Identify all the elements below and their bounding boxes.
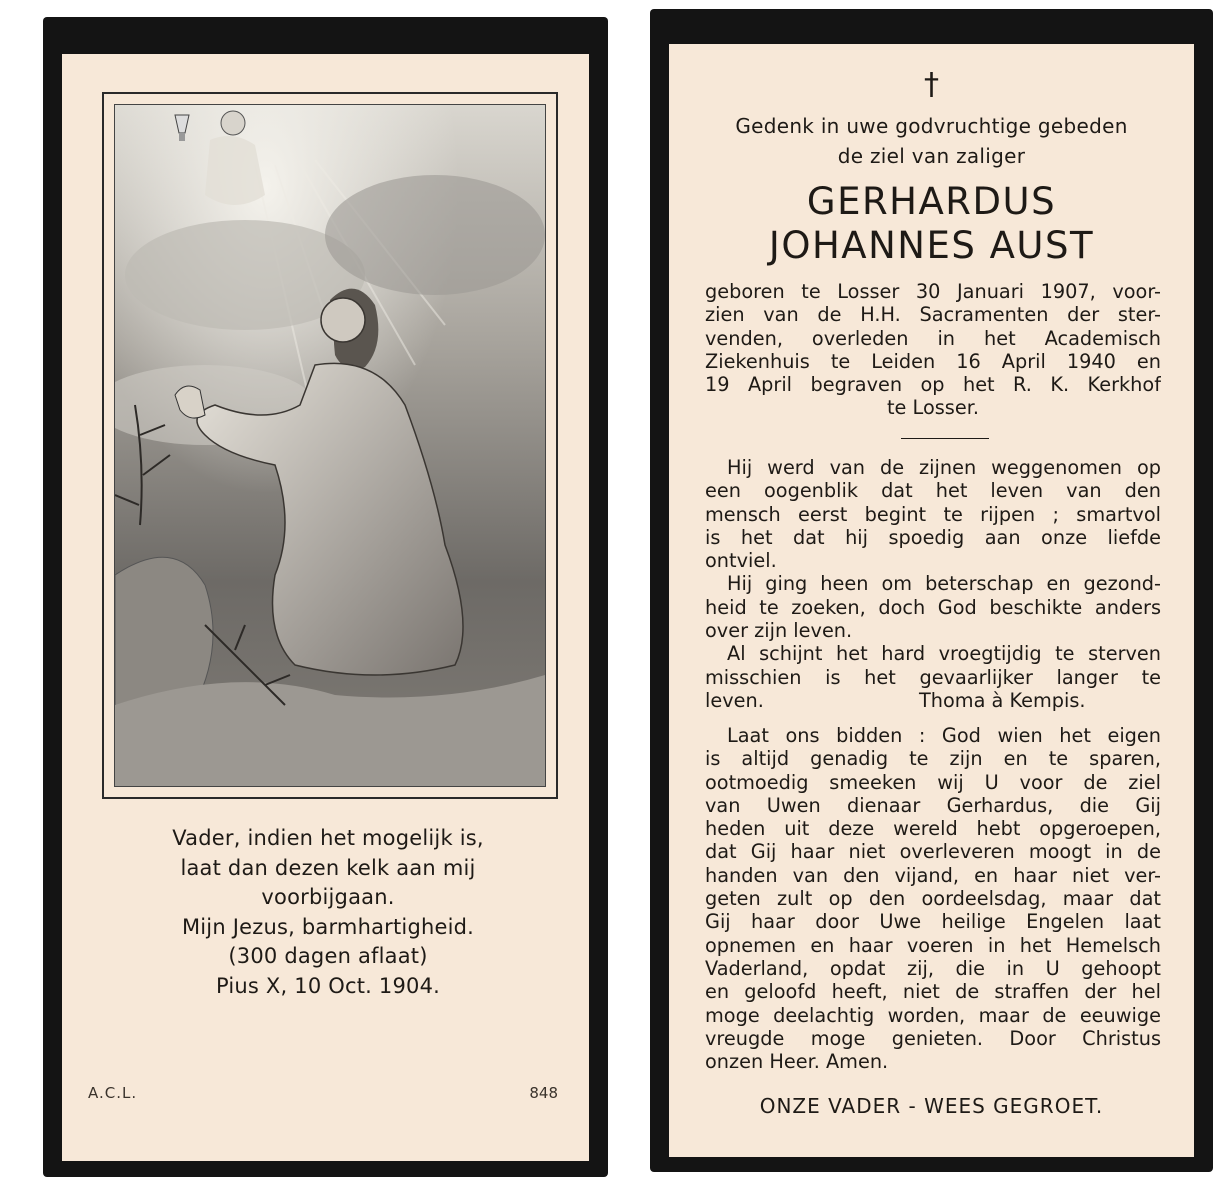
bio-line: venden, overleden in het Academisch (705, 326, 1161, 350)
publisher-mark: A.C.L. (88, 1084, 138, 1102)
biography (705, 280, 1161, 420)
para-line-end: leven. (705, 688, 764, 712)
caption-line: (300 dagen aflaat) (228, 944, 428, 968)
caption-line: Pius X, 10 Oct. 1904. (215, 973, 441, 998)
para-line: mensch eerst begint te rijpen ; smartvol (705, 502, 1161, 526)
cross-icon: † (924, 67, 939, 102)
bio-line: Ziekenhuis te Leiden 16 April 1940 en (705, 349, 1161, 373)
devotional-picture-frame (102, 92, 558, 799)
prayer-line: moge deelachtig worden, maar de eeuwige (705, 1003, 1161, 1027)
card-number: 848 (529, 1084, 558, 1102)
prayer-line: Laat ons bidden : God wien het eigen (727, 724, 1161, 747)
gethsemane-illustration (115, 105, 545, 786)
prayer-line: Vaderland, opdat zij, die in U gehoopt (705, 956, 1161, 980)
prayer-line: Gij haar door Uwe heilige Engelen laat (705, 910, 1161, 934)
para-line: Hij werd van de zijnen weggenomen op (727, 456, 1161, 479)
intro-line: Gedenk in uwe godvruchtige gebeden (735, 114, 1128, 138)
reflection-paragraph (705, 456, 1161, 712)
para-line (705, 689, 1161, 712)
para-line: een oogenblik dat het leven van den (705, 479, 1161, 503)
bio-line: geboren te Losser 30 Januari 1907, voor- (705, 280, 1161, 303)
christ-in-gethsemane-image (114, 104, 546, 787)
prayer-paragraph (705, 724, 1161, 1073)
bio-line: te Losser. (887, 396, 979, 420)
quote-author: Thoma à Kempis. (919, 688, 1086, 712)
prayer-line: dat Gij haar niet overleveren moogt in de (705, 840, 1161, 864)
para-line: over zijn leven. (705, 619, 853, 643)
prayer-line: is altijd genadig te zijn en te sparen, (705, 747, 1161, 771)
divider (901, 438, 989, 439)
prayer-line: ootmoedig smeeken wij U voor de ziel (705, 770, 1161, 794)
prayer-line: handen van den vijand, en haar niet ver- (705, 863, 1161, 887)
prayer-line: heden uit deze wereld hebt opgeroepen, (705, 817, 1161, 841)
caption-line: voorbijgaan. (261, 885, 395, 909)
prayer-line: en geloofd heeft, niet de straffen der hel (705, 980, 1161, 1004)
para-line: ontviel. (705, 549, 777, 573)
prayer-line: van Uwen dienaar Gerhardus, die Gij (705, 793, 1161, 817)
para-line: misschien is het gevaarlijker langer te (705, 665, 1161, 689)
para-line: heid te zoeken, doch God beschikte anders (705, 595, 1161, 619)
prayer-line: vreugde moge genieten. Door Christus (705, 1026, 1161, 1050)
intro-line: de ziel van zaliger (837, 144, 1026, 168)
right-card-paper (669, 44, 1194, 1157)
right-memorial-card (650, 9, 1213, 1172)
prayer-line: onzen Heer. Amen. (705, 1050, 889, 1074)
para-line: Al schijnt het hard vroegtijdig te sterven (727, 642, 1161, 666)
caption-line: Mijn Jezus, barmhartigheid. (181, 914, 475, 939)
para-line: Hij ging heen om beterschap en gezond- (727, 572, 1161, 596)
left-memorial-card (43, 17, 608, 1177)
prayer-line: geten zult op den oordeelsdag, maar dat (705, 887, 1161, 911)
caption-line: Vader, indien het mogelijk is, (172, 826, 484, 850)
deceased-name: GERHARDUS (806, 180, 1057, 223)
bio-line: 19 April begraven op het R. K. Kerkhof (705, 373, 1161, 397)
caption-line: laat dan dezen kelk aan mij (180, 855, 476, 880)
left-card-paper (62, 54, 589, 1161)
deceased-name: JOHANNES AUST (768, 224, 1095, 267)
para-line: is het dat hij spoedig aan onze liefde (705, 525, 1161, 549)
closing-prayers: ONZE VADER - WEES GEGROET. (759, 1094, 1104, 1118)
prayer-line: opnemen en haar voeren in het Hemelsch (705, 933, 1161, 957)
prayer-caption (102, 824, 554, 1001)
bio-line: zien van de H.H. Sacramenten der ster- (705, 303, 1161, 327)
